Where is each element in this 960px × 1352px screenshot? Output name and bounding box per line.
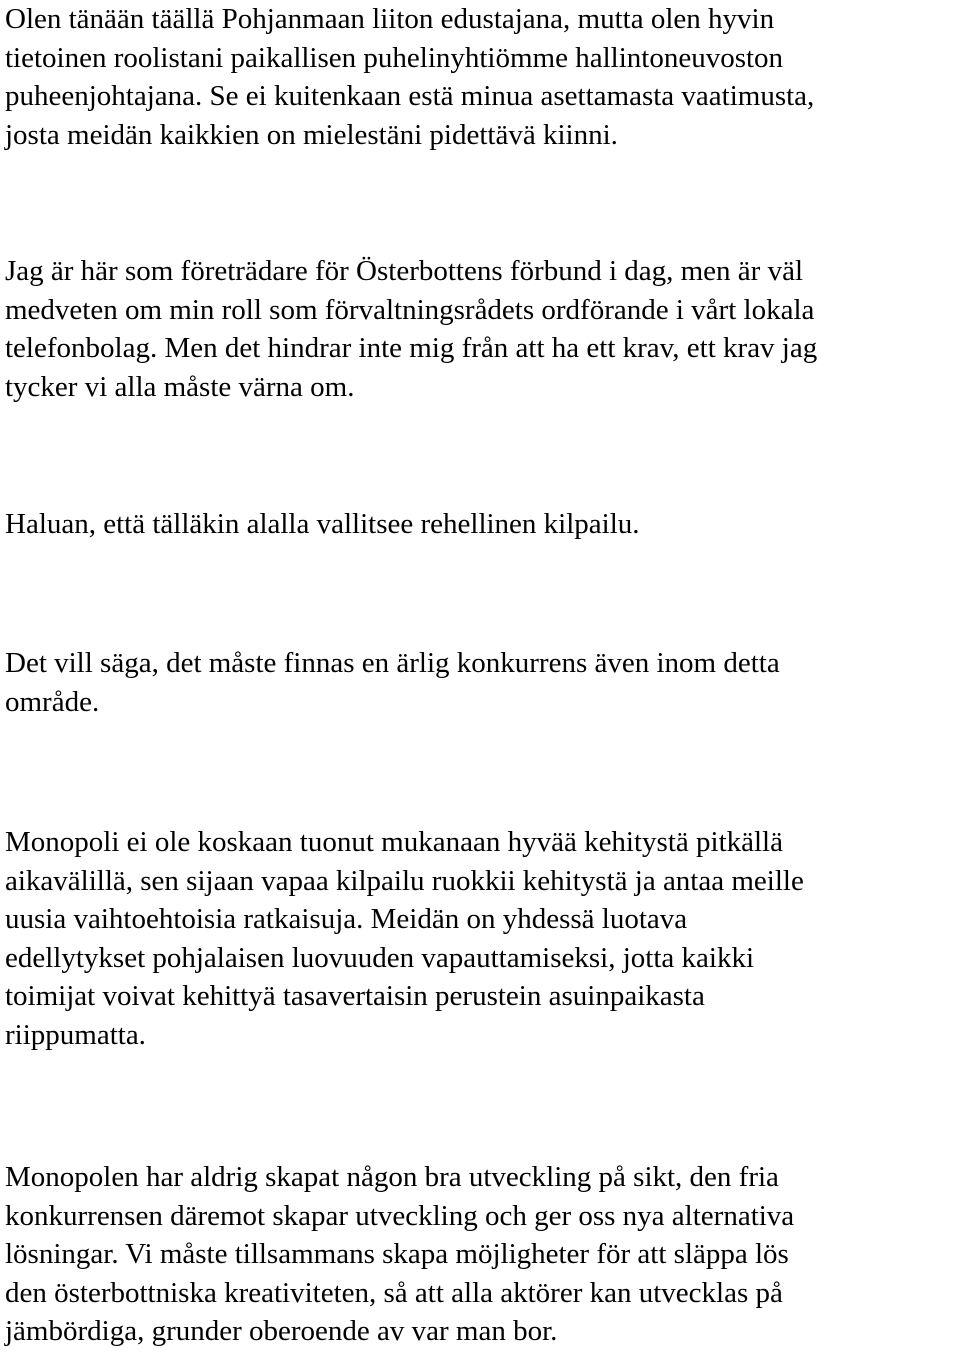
paragraph-swedish-intro <box>5 252 955 406</box>
text-line: konkurrensen däremot skapar utveckling och ger oss nya alternativa <box>5 1199 795 1232</box>
text-line: telefonbolag. Men det hindrar inte mig från att ha ett krav, ett krav jag <box>5 332 818 365</box>
text-line: Monopolen har aldrig skapat någon bra utveckling på sikt, den fria <box>5 1161 779 1193</box>
text-line: Olen tänään täällä Pohjanmaan liiton edustajana, mutta olen hyvin <box>5 3 775 35</box>
text-line: aikavälillä, sen sijaan vapaa kilpailu ruokkii kehitystä ja antaa meille <box>5 864 804 897</box>
paragraph-swedish-competition <box>5 644 955 721</box>
text-line: riippumatta. <box>5 1018 146 1051</box>
text-line: Jag är här som företrädare för Österbottens förbund i dag, men är väl <box>5 255 804 287</box>
text-line: toimijat voivat kehittyä tasavertaisin perustein asuinpaikasta <box>5 980 705 1013</box>
text-line: lösningar. Vi måste tillsammans skapa möjligheter för att släppa lös <box>5 1238 789 1271</box>
text-line: Det vill säga, det måste finnas en ärlig konkurrens även inom detta <box>5 647 780 679</box>
paragraph-finnish-competition <box>5 505 955 544</box>
text-line: område. <box>5 685 100 718</box>
text-line: josta meidän kaikkien on mielestäni pidettävä kiinni. <box>5 118 618 151</box>
text-line: jämbördiga, grunder oberoende av var man bor. <box>5 1315 558 1348</box>
paragraph-swedish-monopoly <box>5 1158 955 1351</box>
text-line: tietoinen roolistani paikallisen puhelinyhtiömme hallintoneuvoston <box>5 41 784 74</box>
text-line: Monopoli ei ole koskaan tuonut mukanaan hyvää kehitystä pitkällä <box>5 826 783 858</box>
text-line: uusia vaihtoehtoisia ratkaisuja. Meidän on yhdessä luotava <box>5 903 688 936</box>
text-line: edellytykset pohjalaisen luovuuden vapauttamiseksi, jotta kaikki <box>5 941 755 974</box>
text-line: puheenjohtajana. Se ei kuitenkaan estä minua asettamasta vaatimusta, <box>5 80 815 113</box>
paragraph-finnish-monopoly <box>5 823 955 1055</box>
text-line: medveten om min roll som förvaltningsrådets ordförande i vårt lokala <box>5 293 815 326</box>
text-line: den österbottniska kreativiteten, så att alla aktörer kan utvecklas på <box>5 1276 783 1309</box>
paragraph-finnish-intro <box>5 0 955 154</box>
text-line: Haluan, että tälläkin alalla vallitsee rehellinen kilpailu. <box>5 508 640 540</box>
text-line: tycker vi alla måste värna om. <box>5 370 355 403</box>
